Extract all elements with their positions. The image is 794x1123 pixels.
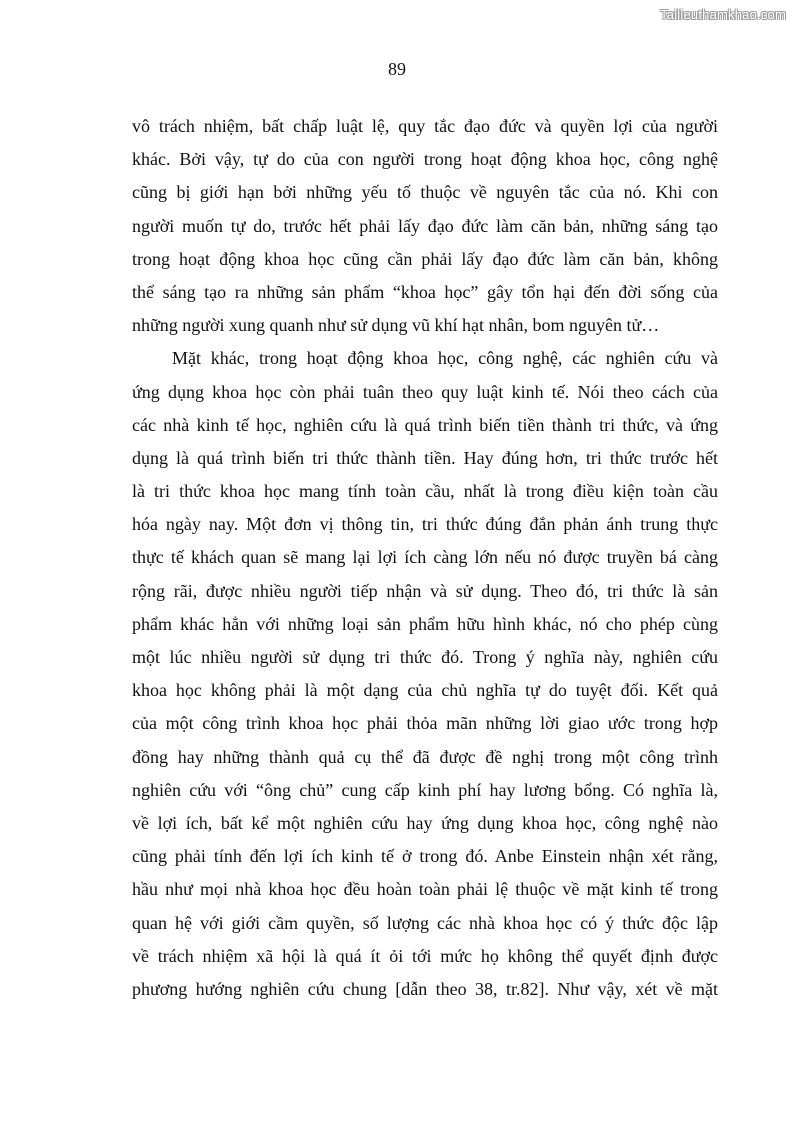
watermark-text: Tailieuthamkhao.com bbox=[660, 7, 786, 22]
text-line: vô trách nhiệm, bất chấp luật lệ, quy tắc đạo đức và quyền lợi của người bbox=[132, 116, 718, 136]
page-body bbox=[132, 110, 718, 1006]
text-line: người muốn tự do, trước hết phải lấy đạo đức làm căn bản, những sáng tạo bbox=[132, 215, 718, 236]
text-line: dụng là quá trình biến tri thức thành tiền. Hay đúng hơn, tri thức trước hết bbox=[132, 447, 718, 468]
text-line: các nhà kinh tế học, nghiên cứu là quá trình biến tiền thành tri thức, và ứng bbox=[132, 414, 718, 435]
text-line: rộng rãi, được nhiều người tiếp nhận và sử dụng. Theo đó, tri thức là sản bbox=[132, 580, 718, 601]
text-line: thể sáng tạo ra những sản phẩm “khoa học” gây tổn hại đến đời sống của bbox=[132, 281, 718, 302]
text-line: về trách nhiệm xã hội là quá ít ỏi tới mức họ không thể quyết định được bbox=[132, 945, 718, 966]
text-line: khác. Bởi vậy, tự do của con người trong hoạt động khoa học, công nghệ bbox=[132, 149, 718, 170]
text-line: hóa ngày nay. Một đơn vị thông tin, tri thức đúng đắn phản ánh trung thực bbox=[132, 514, 718, 535]
text-line: đồng hay những thành quả cụ thể đã được đề nghị trong một công trình bbox=[132, 746, 718, 767]
text-line: về lợi ích, bất kể một nghiên cứu hay ứng dụng khoa học, công nghệ nào bbox=[132, 812, 718, 833]
text-line: hầu như mọi nhà khoa học đều hoàn toàn phải lệ thuộc về mặt kinh tế trong bbox=[132, 879, 718, 900]
text-line: nghiên cứu với “ông chủ” cung cấp kinh phí hay lương bổng. Có nghĩa là, bbox=[132, 779, 718, 800]
page-number: 89 bbox=[388, 59, 406, 79]
text-line: ứng dụng khoa học còn phải tuân theo quy luật kinh tế. Nói theo cách của bbox=[132, 381, 718, 402]
text-line: phẩm khác hẳn với những loại sản phẩm hữu hình khác, nó cho phép cùng bbox=[132, 613, 718, 634]
paragraph-first-line: Mặt khác, trong hoạt động khoa học, công nghệ, các nghiên cứu và bbox=[172, 348, 718, 369]
text-line: của một công trình khoa học phải thỏa mãn những lời giao ước trong hợp bbox=[132, 713, 718, 734]
text-line: cũng bị giới hạn bởi những yếu tố thuộc về nguyên tắc của nó. Khi con bbox=[132, 182, 718, 203]
text-line: cũng phải tính đến lợi ích kinh tế ở trong đó. Anbe Einstein nhận xét rằng, bbox=[132, 846, 718, 867]
text-line: thực tế khách quan sẽ mang lại lợi ích càng lớn nếu nó được truyền bá càng bbox=[132, 547, 718, 568]
text-line: là tri thức khoa học mang tính toàn cầu, nhất là trong điều kiện toàn cầu bbox=[132, 481, 718, 502]
text-line: quan hệ với giới cầm quyền, số lượng các nhà khoa học có ý thức độc lập bbox=[132, 912, 718, 933]
text-line: phương hướng nghiên cứu chung [dẫn theo 38, tr.82]. Như vậy, xét về mặt bbox=[132, 978, 718, 999]
text-line: một lúc nhiều người sử dụng tri thức đó. Trong ý nghĩa này, nghiên cứu bbox=[132, 647, 718, 667]
text-line: trong hoạt động khoa học cũng cần phải lấy đạo đức làm căn bản, không bbox=[132, 248, 718, 269]
text-line: những người xung quanh như sử dụng vũ khí hạt nhân, bom nguyên tử… bbox=[132, 315, 660, 336]
text-line: khoa học không phải là một dạng của chủ nghĩa tự do tuyệt đối. Kết quả bbox=[132, 680, 718, 701]
